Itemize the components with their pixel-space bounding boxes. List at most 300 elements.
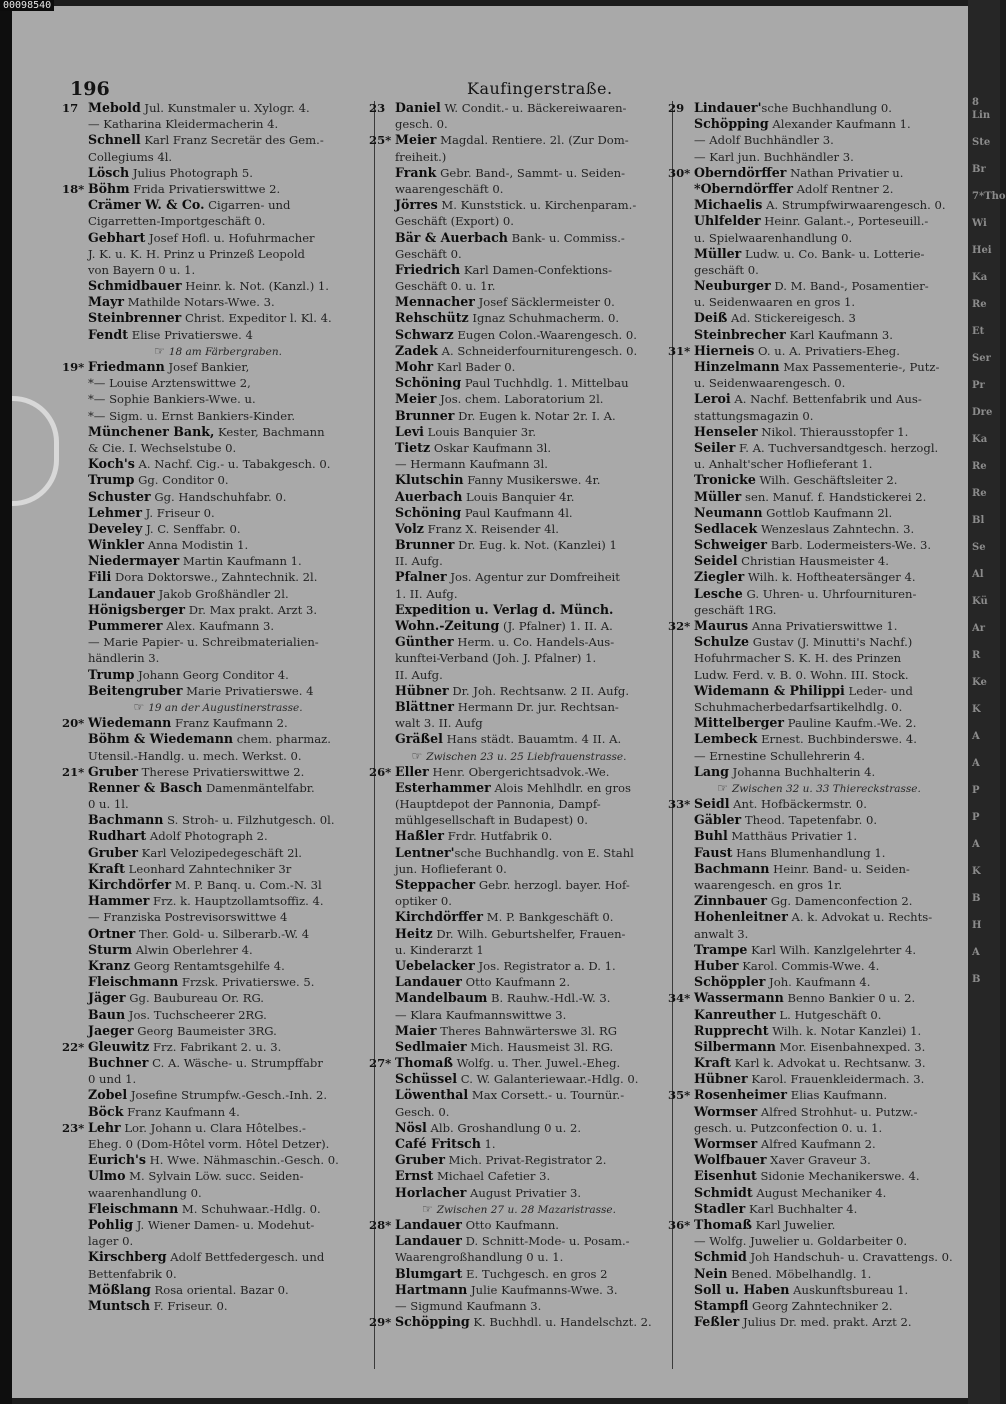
resident-name: Hübner <box>395 682 449 698</box>
directory-entry <box>62 764 374 780</box>
directory-entry <box>668 472 970 488</box>
directory-entry <box>668 1282 970 1298</box>
entry-text: Martin Kaufmann 1. <box>179 554 302 569</box>
entry-text: Josef Hofl. u. Hofuhrmacher <box>145 230 315 245</box>
directory-entry <box>369 731 669 747</box>
resident-name: Niedermayer <box>88 553 180 569</box>
resident-name: Café Fritsch <box>395 1136 481 1151</box>
entry-text: — Sigmund Kaufmann 3. <box>395 1298 542 1313</box>
edge-fragment: Pr <box>972 380 985 391</box>
directory-entry <box>369 845 669 861</box>
entry-text: II. Aufg. <box>395 667 443 682</box>
entry-text: A. k. Advokat u. Rechts- <box>787 910 933 925</box>
entry-text: Ad. Stickereigesch. 3 <box>727 311 856 326</box>
directory-entry <box>62 909 374 925</box>
resident-name: Gleuwitz <box>88 1038 150 1054</box>
edge-fragment: A <box>972 839 980 850</box>
entry-text: Alfred Strohhut- u. Putzw.- <box>757 1104 918 1119</box>
entry-text: waarenhandlung 0. <box>88 1185 202 1200</box>
resident-name: Henseler <box>694 423 758 439</box>
directory-entry <box>668 1314 970 1330</box>
resident-name: Bachmann <box>694 860 770 876</box>
entry-text: Karl Kaufmann 3. <box>785 327 893 342</box>
directory-entry <box>62 116 374 132</box>
section-marker <box>369 748 669 764</box>
edge-fragment: Bl <box>972 515 985 526</box>
entry-text: C. A. Wäsche- u. Strumpffabr <box>148 1056 323 1071</box>
directory-entry <box>668 1217 970 1233</box>
resident-name: Lehmer <box>88 504 142 520</box>
entry-text: August Mechaniker 4. <box>752 1185 887 1200</box>
directory-entry <box>668 1055 970 1071</box>
edge-fragment: B <box>972 893 981 904</box>
entry-text: *— Sophie Bankiers-Wwe. u. <box>88 392 256 407</box>
entry-text: C. W. Galanteriewaar.-Hdlg. 0. <box>457 1072 639 1087</box>
column-3 <box>668 100 970 1330</box>
pointing-hand-icon: ☞ <box>154 343 165 358</box>
resident-name: Sedlacek <box>694 520 758 536</box>
edge-fragment: 8 Lin <box>972 97 991 121</box>
entry-text: Jos. chem. Laboratorium 2l. <box>436 392 604 407</box>
directory-entry <box>62 197 374 213</box>
house-number: 25* <box>369 133 392 148</box>
entry-text: sche Buchhandlung 0. <box>761 101 892 115</box>
entry-text: walt 3. II. Aufg <box>395 716 483 731</box>
directory-entry <box>369 553 669 569</box>
directory-entry <box>668 1136 970 1152</box>
resident-name: Böhm <box>88 180 130 196</box>
house-number: 32* <box>668 619 691 633</box>
directory-entry <box>62 149 374 165</box>
entry-text: Geschäft (Export) 0. <box>395 214 514 229</box>
entry-text: u. Seidenwaarengesch. 0. <box>694 376 846 391</box>
entry-text: Julie Kaufmanns-Wwe. 3. <box>467 1282 618 1297</box>
resident-name: *Oberndörffer <box>694 180 793 196</box>
resident-name: Pohlig <box>88 1216 134 1232</box>
resident-name: Mandelbaum <box>395 990 488 1006</box>
directory-entry <box>369 667 669 683</box>
resident-name: Trump <box>88 472 135 488</box>
resident-name: Trump <box>88 666 135 682</box>
directory-entry <box>62 877 374 893</box>
entry-text: Nathan Privatier u. <box>786 165 904 180</box>
directory-entry <box>369 408 669 424</box>
entry-text: 1. II. Aufg. <box>395 586 458 601</box>
directory-entry <box>668 715 970 731</box>
directory-entry <box>668 1087 970 1103</box>
directory-entry <box>62 667 374 683</box>
entry-text: D. M. Band-, Posamentier- <box>770 279 929 294</box>
directory-entry <box>668 165 970 181</box>
resident-name: Maier <box>395 1022 437 1038</box>
entry-text: u. Seidenwaaren en gros 1. <box>694 295 856 310</box>
resident-name: Pfalner <box>395 569 447 585</box>
edge-fragment: Ste <box>972 137 991 148</box>
directory-entry <box>62 1104 374 1120</box>
directory-entry <box>668 553 970 569</box>
entry-text: *— Louise Arztenswittwe 2, <box>88 376 251 391</box>
resident-name: Kirschberg <box>88 1249 167 1265</box>
directory-entry <box>369 893 669 909</box>
scan-id: 00098540 <box>0 0 54 11</box>
entry-text: u. Anhalt'scher Hoflieferant 1. <box>694 457 873 472</box>
entry-text: Jakob Großhändler 2l. <box>154 586 289 601</box>
entry-text: Frzsk. Privatierswe. 5. <box>178 975 315 990</box>
entry-text: Otto Kaufmann 2. <box>461 975 571 990</box>
entry-text: waarengeschäft 0. <box>395 181 504 196</box>
directory-entry <box>369 828 669 844</box>
directory-entry <box>668 893 970 909</box>
entry-text: Herm. u. Co. Handels-Aus- <box>453 635 615 650</box>
entry-text: Joh Handschuh- u. Cravattengs. 0. <box>746 1250 953 1265</box>
directory-entry <box>668 1104 970 1120</box>
directory-entry <box>62 990 374 1006</box>
resident-name: Müller <box>694 488 742 504</box>
entry-text: Mich. Privat-Registrator 2. <box>445 1153 607 1168</box>
entry-text: Leonhard Zahntechniker 3r <box>124 861 292 876</box>
entry-text: Heinr. Band- u. Seiden- <box>769 861 910 876</box>
entry-text: Jos. Registrator a. D. 1. <box>474 958 616 973</box>
resident-name: Faust <box>694 844 733 860</box>
resident-name: Nösl <box>395 1119 427 1135</box>
resident-name: Kranz <box>88 957 131 973</box>
entry-text: W. Condit.- u. Bäckereiwaaren- <box>440 101 627 115</box>
directory-entry <box>369 440 669 456</box>
directory-entry <box>369 634 669 650</box>
directory-entry <box>668 926 970 942</box>
entry-text: Gebr. Band-, Sammt- u. Seiden- <box>436 165 626 180</box>
directory-entry <box>668 230 970 246</box>
entry-text: Wilh. k. Hoftheatersänger 4. <box>744 570 916 585</box>
resident-name: Gräßel <box>395 731 443 747</box>
resident-name: Landauer <box>395 1233 462 1249</box>
entry-text: Georg Zahntechniker 2. <box>748 1298 893 1313</box>
house-number: 36* <box>668 1217 691 1232</box>
entry-text: Dora Doktorswe., Zahntechnik. 2l. <box>111 570 318 585</box>
directory-entry <box>62 650 374 666</box>
edge-fragment: Br <box>972 164 986 175</box>
resident-name: Blumgart <box>395 1265 463 1281</box>
directory-entry <box>668 456 970 472</box>
directory-entry <box>668 1233 970 1249</box>
directory-entry <box>369 1233 669 1249</box>
directory-entry <box>369 1314 669 1330</box>
directory-entry <box>668 391 970 407</box>
entry-text: Zwischen 27 u. 28 Mazaristrasse. <box>436 1203 616 1216</box>
entry-text: Hermann Dr. jur. Rechtsan- <box>454 699 619 714</box>
directory-entry <box>668 100 970 116</box>
directory-entry <box>668 1249 970 1265</box>
directory-entry <box>668 764 970 780</box>
entry-text: Alfred Kaufmann 2. <box>757 1137 876 1151</box>
entry-text: K. Buchhdl. u. Handelschzt. 2. <box>469 1315 652 1330</box>
entry-text: Magdal. Rentiere. 2l. (Zur Dom- <box>436 133 629 148</box>
directory-entry <box>62 327 374 343</box>
entry-text: Gg. Damenconfection 2. <box>767 894 913 909</box>
adjacent-page-edge <box>968 0 1006 1404</box>
house-number: 19* <box>62 360 85 374</box>
entry-text: — Wolfg. Juwelier u. Goldarbeiter 0. <box>694 1234 908 1249</box>
entry-text: Joh. Kaufmann 4. <box>765 975 871 990</box>
entry-text: J. Friseur 0. <box>142 505 215 520</box>
entry-text: Alois Mehlhdlr. en gros <box>490 780 631 795</box>
entry-text: Josefine Strumpfw.-Gesch.-Inh. 2. <box>127 1088 328 1103</box>
resident-name: Esterhammer <box>395 779 491 795</box>
directory-entry <box>369 230 669 246</box>
entry-text: — Hermann Kaufmann 3l. <box>395 457 548 472</box>
entry-text: gesch. 0. <box>395 117 448 132</box>
directory-entry <box>62 731 374 747</box>
directory-entry <box>369 343 669 359</box>
entry-text: Eugen Colon.-Waarengesch. 0. <box>453 327 637 342</box>
resident-name: Schöning <box>395 504 462 520</box>
resident-name: Lehr <box>88 1119 121 1135</box>
directory-entry <box>668 213 970 229</box>
directory-entry <box>62 262 374 278</box>
directory-entry <box>62 359 374 375</box>
directory-entry <box>668 990 970 1006</box>
directory-entry <box>369 294 669 310</box>
resident-name: Böhm & Wiedemann <box>88 731 234 747</box>
entry-text: Jos. Agentur zur Domfreiheit <box>446 570 620 585</box>
edge-fragment: Re <box>972 488 987 499</box>
directory-entry <box>668 375 970 391</box>
entry-text: Paul Kaufmann 4l. <box>461 505 573 520</box>
entry-text: Gesch. 0. <box>395 1104 450 1119</box>
house-number: 31* <box>668 343 691 358</box>
directory-entry <box>668 909 970 925</box>
directory-entry <box>62 748 374 764</box>
resident-name: Soll u. Haben <box>694 1281 790 1297</box>
directory-entry <box>62 408 374 424</box>
entry-text: Mor. Eisenbahnexped. 3. <box>775 1039 926 1054</box>
edge-fragment: Ka <box>972 434 988 445</box>
directory-entry <box>369 100 669 116</box>
resident-name: Mayr <box>88 294 125 310</box>
resident-name: Lindauer' <box>694 100 762 115</box>
resident-name: Schöppler <box>694 974 766 990</box>
page-header: Kaufingerstraße. <box>467 79 613 98</box>
resident-name: Eurich's <box>88 1152 146 1168</box>
entry-text: Benno Bankier 0 u. 2. <box>783 991 916 1006</box>
directory-entry <box>62 812 374 828</box>
entry-text: Otto Kaufmann. <box>461 1217 559 1232</box>
resident-name: Meier <box>395 391 437 407</box>
entry-text: Mathilde Notars-Wwe. 3. <box>124 295 275 310</box>
entry-text: Oskar Kaufmann 3l. <box>430 440 552 455</box>
directory-entry <box>62 553 374 569</box>
entry-text: Paul Tuchhdlg. 1. Mittelbau <box>461 376 629 391</box>
entry-text: Ignaz Schuhmacherm. 0. <box>468 311 620 326</box>
directory-entry <box>668 359 970 375</box>
resident-name: Schmidbauer <box>88 278 182 294</box>
resident-name: Lösch <box>88 164 130 180</box>
entry-text: Adolf Bettfedergesch. und <box>166 1250 325 1265</box>
pointing-hand-icon: ☞ <box>411 748 423 763</box>
entry-text: geschäft 0. <box>694 262 759 277</box>
entry-text: Dr. Joh. Rechtsanw. 2 II. Aufg. <box>448 683 630 698</box>
resident-name: Zadek <box>395 342 438 358</box>
directory-entry <box>369 181 669 197</box>
entry-text: *— Sigm. u. Ernst Bankiers-Kinder. <box>88 408 296 423</box>
directory-entry <box>369 1185 669 1201</box>
directory-entry <box>369 505 669 521</box>
entry-text: F. A. Tuchversandtgesch. herzogl. <box>735 440 939 455</box>
directory-entry <box>668 958 970 974</box>
directory-entry <box>369 213 669 229</box>
resident-name: Baun <box>88 1006 126 1022</box>
resident-name: Schöning <box>395 375 462 391</box>
resident-name: Mennacher <box>395 294 475 310</box>
resident-name: Schulze <box>694 634 750 650</box>
entry-text: August Privatier 3. <box>466 1185 582 1200</box>
resident-name: Wiedemann <box>88 715 172 731</box>
directory-entry <box>668 569 970 585</box>
entry-text: Rosa oriental. Bazar 0. <box>150 1282 289 1297</box>
directory-entry <box>369 1136 669 1152</box>
resident-name: Schuster <box>88 488 151 504</box>
directory-entry <box>668 327 970 343</box>
house-number: 28* <box>369 1217 392 1232</box>
directory-entry <box>62 780 374 796</box>
directory-entry <box>62 294 374 310</box>
directory-entry <box>668 828 970 844</box>
resident-name: Hierneis <box>694 342 755 358</box>
entry-text: Louis Banquier 3r. <box>423 424 537 439</box>
entry-text: geschäft 1RG. <box>694 602 777 617</box>
directory-entry <box>668 812 970 828</box>
entry-text: Karol. Frauenkleidermach. 3. <box>747 1072 925 1087</box>
entry-text: gesch. u. Putzconfection 0. u. 1. <box>694 1120 883 1135</box>
resident-name: Wormser <box>694 1136 758 1151</box>
directory-entry <box>668 650 970 666</box>
directory-entry <box>62 310 374 326</box>
entry-text: Georg Baumeister 3RG. <box>133 1023 277 1038</box>
directory-entry <box>369 683 669 699</box>
directory-entry <box>668 262 970 278</box>
directory-entry <box>62 683 374 699</box>
entry-text: Dr. Eugen k. Notar 2r. I. A. <box>454 408 616 423</box>
directory-entry <box>369 1104 669 1120</box>
directory-entry <box>369 310 669 326</box>
resident-name: Mohr <box>395 359 434 374</box>
directory-entry <box>369 1298 669 1314</box>
entry-text: Max Corsett.- u. Tournür.- <box>468 1088 625 1103</box>
directory-entry <box>668 1201 970 1217</box>
directory-entry <box>62 602 374 618</box>
entry-text: Karl k. Advokat u. Rechtsanw. 3. <box>730 1056 926 1071</box>
edge-fragment: Ser <box>972 353 991 364</box>
edge-fragment: R <box>972 650 981 661</box>
house-number: 18* <box>62 181 85 196</box>
resident-name: Hübner <box>694 1071 748 1087</box>
directory-entry <box>62 586 374 602</box>
directory-entry <box>369 537 669 553</box>
entry-text: Heinr. k. Not. (Kanzl.) 1. <box>181 279 329 294</box>
directory-page <box>12 6 980 1398</box>
entry-text: Henr. Obergerichtsadvok.-We. <box>428 764 610 779</box>
scan-left-shadow <box>0 0 12 1404</box>
resident-name: Haßler <box>395 828 445 844</box>
resident-name: Fleischmann <box>88 1200 179 1216</box>
entry-text: Bank- u. Commiss.- <box>507 230 625 245</box>
directory-entry <box>369 926 669 942</box>
entry-text: Hans Blumenhandlung 1. <box>732 845 886 860</box>
entry-text: 19 an der Augustinerstrasse. <box>148 701 303 714</box>
entry-text: M. P. Bankgeschäft 0. <box>483 910 614 925</box>
directory-entry <box>668 748 970 764</box>
directory-entry <box>62 893 374 909</box>
directory-entry <box>62 1201 374 1217</box>
directory-entry <box>62 537 374 553</box>
directory-entry <box>668 1152 970 1168</box>
entry-text: Eheg. 0 (Dom-Hôtel vorm. Hôtel Detzer). <box>88 1137 330 1151</box>
resident-name: Gebhart <box>88 229 146 245</box>
directory-entry <box>369 262 669 278</box>
entry-text: sen. Manuf. f. Handstickerei 2. <box>741 489 927 504</box>
directory-entry <box>668 1023 970 1039</box>
resident-name: Bär & Auerbach <box>395 229 508 245</box>
resident-name: Rudhart <box>88 828 147 844</box>
entry-text: Karl Buchhalter 4. <box>745 1201 858 1216</box>
entry-text: Cigarren- und <box>204 198 291 213</box>
directory-entry <box>62 845 374 861</box>
entry-text: — Franziska Postrevisorswittwe 4 <box>88 910 288 925</box>
resident-name: Beitengruber <box>88 682 183 698</box>
resident-name: Lang <box>694 763 729 779</box>
entry-text: Wilh. Geschäftsleiter 2. <box>755 473 898 488</box>
entry-text: anwalt 3. <box>694 926 749 941</box>
directory-entry <box>668 861 970 877</box>
entry-text: Ther. Gold- u. Silberarb.-W. 4 <box>135 926 310 941</box>
directory-entry <box>369 1168 669 1184</box>
directory-entry <box>668 1298 970 1314</box>
entry-text: Zwischen 23 u. 25 Liebfrauenstrasse. <box>426 750 627 763</box>
entry-text: Geschäft 0. <box>395 246 462 261</box>
entry-text: Utensil.-Handlg. u. mech. Werkst. 0. <box>88 748 302 763</box>
resident-name: Kraft <box>694 1055 731 1071</box>
entry-text: Georg Rentamtsgehilfe 4. <box>130 958 285 973</box>
entry-text: sche Buchhandlg. von E. Stahl <box>454 845 634 860</box>
entry-text: Fanny Musikerswe. 4r. <box>463 473 601 488</box>
entry-text: Geschäft 0. u. 1r. <box>395 279 496 294</box>
entry-text: Pauline Kaufm.-We. 2. <box>784 716 917 731</box>
entry-text: von Bayern 0 u. 1. <box>88 262 196 277</box>
entry-text: M. Kunststick. u. Kirchenparam.- <box>437 198 637 213</box>
resident-name: Fleischmann <box>88 974 179 990</box>
directory-entry <box>62 278 374 294</box>
entry-text: Karl Wilh. Kanzlgelehrter 4. <box>747 942 917 957</box>
entry-text: Wenzeslaus Zahntechn. 3. <box>757 521 915 536</box>
entry-text: Karl Velozipedegeschäft 2l. <box>138 845 302 860</box>
edge-fragment: Et <box>972 326 985 337</box>
pointing-hand-icon: ☞ <box>422 1201 433 1216</box>
entry-text: Louis Banquier 4r. <box>462 489 575 504</box>
resident-name: Stampfl <box>694 1297 749 1313</box>
resident-name: Böck <box>88 1103 124 1119</box>
resident-name: Hammer <box>88 893 150 909</box>
resident-name: Mebold <box>88 100 141 115</box>
entry-text: Waarengroßhandlung 0 u. 1. <box>395 1250 564 1265</box>
entry-text: Elias Kaufmann. <box>787 1088 888 1103</box>
directory-entry <box>62 1136 374 1152</box>
edge-fragment: Dre <box>972 407 993 418</box>
entry-text: Gustav (J. Minutti's Nachf.) <box>749 635 913 650</box>
resident-name: Meier <box>395 132 437 148</box>
section-marker <box>62 343 374 359</box>
entry-text: Frdr. Hutfabrik 0. <box>444 829 553 844</box>
entry-text: Auskunftsbureau 1. <box>789 1282 909 1297</box>
